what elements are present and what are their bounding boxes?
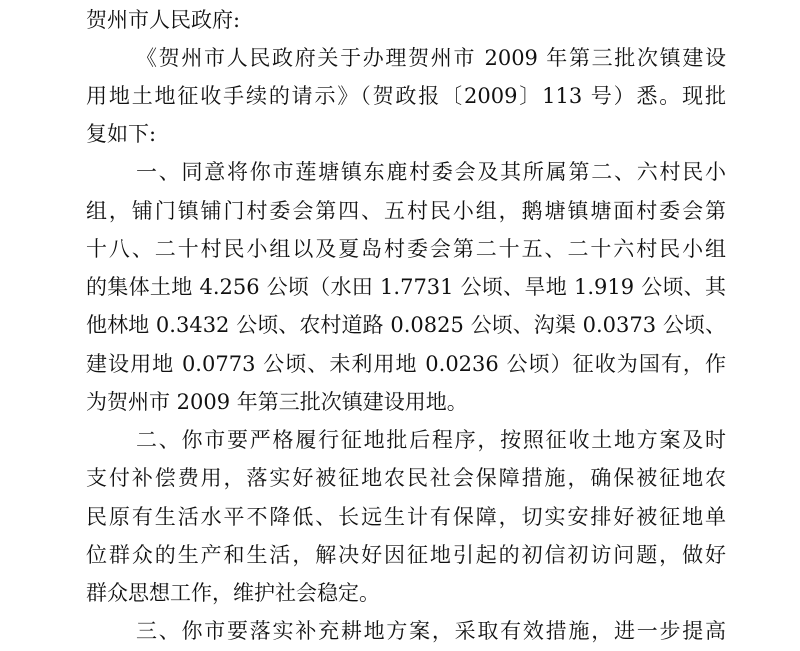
item-1-line-3: 十八、二十村民小组以及夏岛村委会第二十五、二十六村民小组 (86, 237, 726, 261)
item-1-line-6: 建设用地 0.0773 公顷、未利用地 0.0236 公顷）征收为国有，作 (86, 352, 726, 376)
item-2-line-2: 支付补偿费用，落实好被征地农民社会保障措施，确保被征地农 (86, 466, 726, 490)
item-1-line-7: 为贺州市 2009 年第三批次镇建设用地。 (86, 390, 468, 414)
item-2-line-4: 位群众的生产和生活，解决好因征地引起的初信初访问题，做好 (86, 543, 726, 567)
item-1-line-5: 他林地 0.3432 公顷、农村道路 0.0825 公顷、沟渠 0.0373 公顷、 (86, 313, 726, 337)
paragraph-1-line-2: 用地土地征收手续的请示》（贺政报〔2009〕113 号）悉。现批 (86, 84, 726, 108)
paragraph-1-line-1: 《贺州市人民政府关于办理贺州市 2009 年第三批次镇建设 (136, 46, 726, 70)
addressee: 贺州市人民政府: (86, 8, 241, 32)
item-3-line-1: 三、你市要落实补充耕地方案，采取有效措施，进一步提高 (136, 619, 726, 643)
item-2-line-1: 二、你市要严格履行征地批后程序，按照征收土地方案及时 (136, 428, 726, 452)
item-1-line-2: 组，铺门镇铺门村委会第四、五村民小组，鹅塘镇塘面村委会第 (86, 199, 726, 223)
paragraph-1-line-3: 复如下: (86, 122, 157, 146)
item-1-line-1: 一、同意将你市莲塘镇东鹿村委会及其所属第二、六村民小 (136, 160, 726, 184)
item-2-line-5: 群众思想工作，维护社会稳定。 (86, 581, 380, 605)
item-2-line-3: 民原有生活水平不降低、长远生计有保障，切实安排好被征地单 (86, 505, 726, 529)
item-1-line-4: 的集体土地 4.256 公顷（水田 1.7731 公顷、旱地 1.919 公顷、其 (86, 275, 726, 299)
